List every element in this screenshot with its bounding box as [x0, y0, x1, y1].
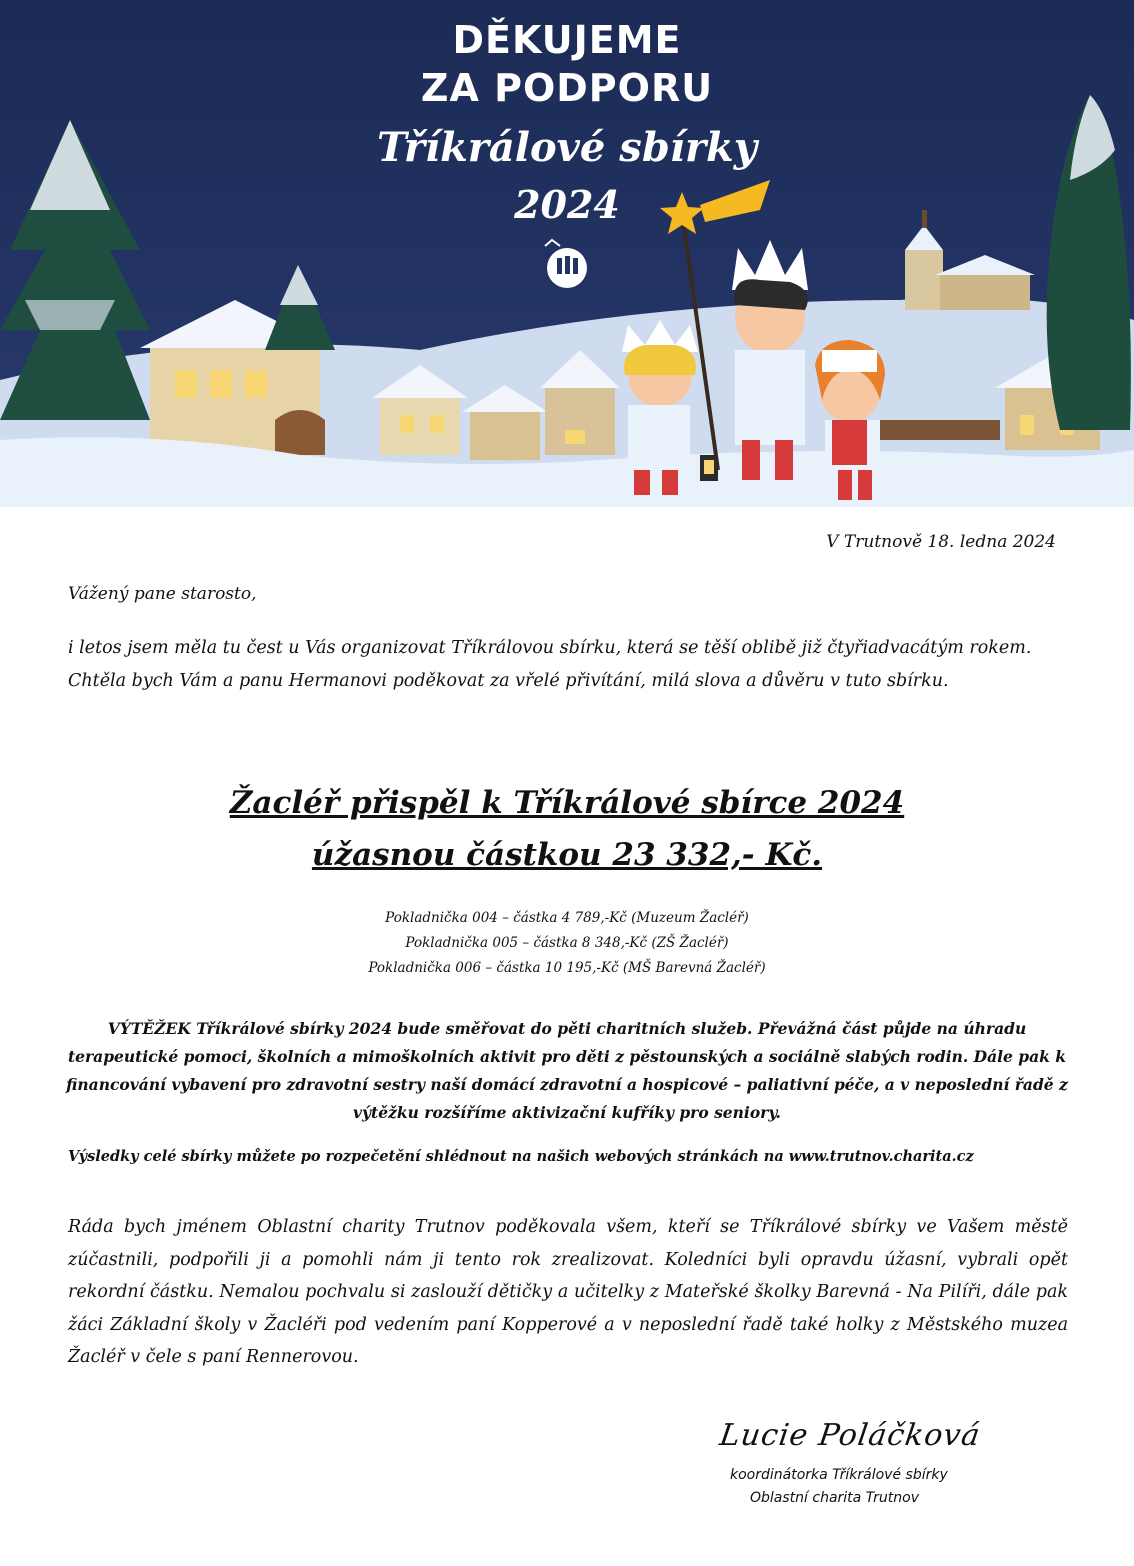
collection-boxes-list	[0, 906, 1134, 981]
donation-headline-amount: úžasnou částkou 23 332,- Kč.	[311, 837, 823, 873]
letter-date: V Trutnově 18. ledna 2024	[826, 532, 1056, 552]
results-note: Výsledky celé sbírky můžete po rozpečetění shlédnout na našich webových stránkách na www.trutnov.charita.cz	[68, 1148, 974, 1165]
collection-box-item: Pokladnička 006 – částka 10 195,-Kč (MŠ Barevná Žacléř)	[368, 960, 766, 976]
banner-title-line1: DĚKUJEME	[452, 18, 682, 62]
signature-organization: Oblastní charita Trutnov	[750, 1490, 919, 1506]
banner-title-year: 2024	[514, 182, 620, 227]
donation-headline	[0, 777, 1134, 881]
pine-tree-small	[265, 265, 335, 350]
letter-paragraph-thanks: Ráda bych jménem Oblastní charity Trutnov poděkovala všem, kteří se Tříkrálové sbírky ve Vašem městě zúčastnili, podpořili ji a pomohli nám ji tento rok zrealizovat. Koledníci byli opravdu úžasní, vybrali opět rekordní částku. Nemalou pochvalu si zaslouží dětičky a učitelky z Mateřské školky Barevná - Na Pilíři, dále pak žáci Základní školy v Žacléři pod vedením paní Kopperové a v neposlední řadě také holky z Městského muzea Žacléř v čele s paní Rennerovou.	[68, 1217, 1068, 1367]
handwritten-signature: Lucie Poláčková	[717, 1418, 983, 1453]
collection-box-item: Pokladnička 004 – částka 4 789,-Kč (Muzeum Žacléř)	[385, 910, 749, 926]
donation-headline-line1: Žacléř přispěl k Tříkrálové sbírce 2024	[229, 785, 905, 821]
header-banner	[0, 0, 1134, 507]
three-kings-children-icon	[622, 240, 885, 500]
banner-title-line2: ZA PODPORU	[420, 66, 714, 110]
proceeds-paragraph: VÝTĚŽEK Tříkrálové sbírky 2024 bude směřovat do pěti charitních služeb. Převážná část půjde na úhradu terapeutické pomoci, školních a mimoškolních aktivit pro děti z pěstounských a sociálně slabých rodin. Dále pak k financování vybavení pro zdravotní sestry naší domácí zdravotní a hospicové – paliativní péče, a v neposlední řadě z výtěžku rozšíříme aktivizační kufříky pro seniory.	[66, 1019, 1068, 1122]
letter-paragraph-intro: i letos jsem měla tu čest u Vás organizovat Tříkrálovou sbírku, která se těší oblibě již čtyřiadvacátým rokem. Chtěla bych Vám a panu Hermanovi poděkovat za vřelé přivítání, milá slova a důvěru v tuto sbírku.	[68, 638, 1032, 691]
letter-greeting: Vážený pane starosto,	[68, 584, 257, 604]
banner-title-line3: Tříkrálové sbírky	[376, 124, 758, 171]
signature-role: koordinátorka Tříkrálové sbírky	[730, 1467, 948, 1483]
trikralova-sbirka-logo-icon	[545, 240, 587, 288]
collection-box-item: Pokladnička 005 – částka 8 348,-Kč (ZŠ Žacléř)	[405, 935, 729, 951]
